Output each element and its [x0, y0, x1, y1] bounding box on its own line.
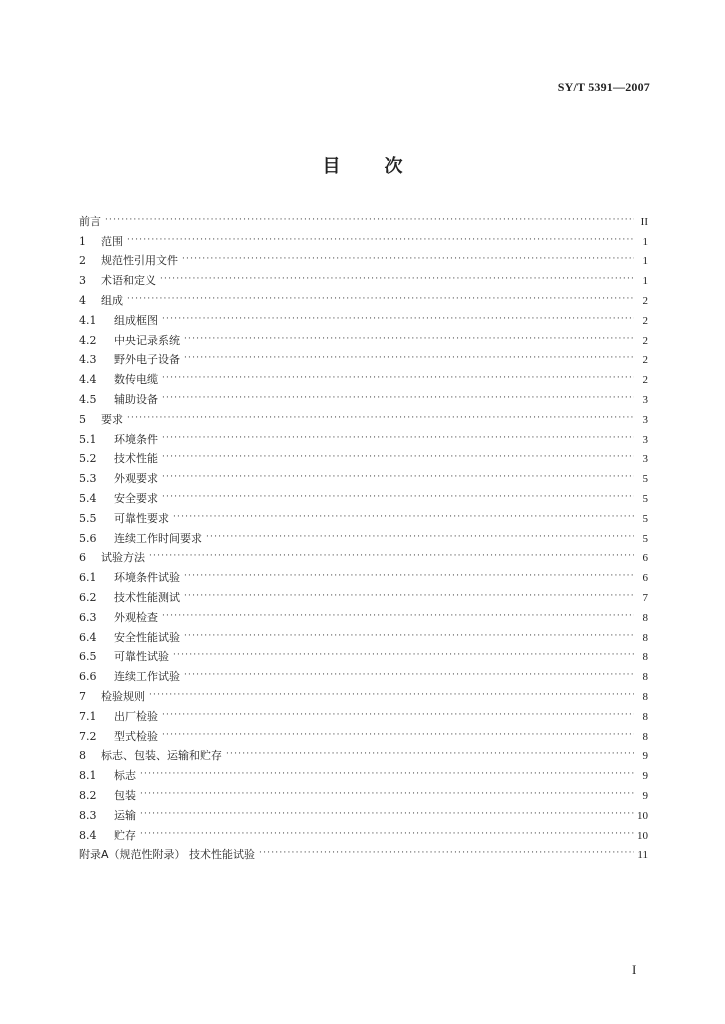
toc-entry[interactable]: [79, 288, 648, 308]
toc-entry-number: 4: [79, 293, 86, 307]
standard-code: SY/T 5391—2007: [557, 80, 650, 94]
toc-dot-leader: [162, 391, 634, 405]
toc-entry-number: 8.4: [79, 828, 97, 842]
toc-dot-leader: [184, 589, 634, 603]
toc-dot-leader: [149, 549, 634, 563]
toc-entry-title: 可靠性试验: [114, 650, 169, 664]
toc-entry[interactable]: [79, 605, 648, 625]
toc-entry-number: 4.2: [79, 333, 97, 347]
toc-entry[interactable]: [79, 684, 648, 704]
toc-entry-number: 6.5: [79, 650, 97, 664]
toc-entry-number: 4.3: [79, 353, 97, 367]
toc-dot-leader: [162, 609, 634, 623]
toc-entry-page: 8: [642, 611, 648, 624]
toc-entry-page: 2: [642, 354, 648, 367]
toc-entry[interactable]: [79, 585, 648, 605]
toc-entry-title: 连续工作试验: [114, 670, 180, 684]
toc-dot-leader: [182, 252, 634, 266]
toc-entry-title: 安全要求: [114, 491, 158, 505]
toc-dot-leader: [140, 787, 634, 801]
toc-entry[interactable]: [79, 526, 648, 546]
toc-entry-page: 2: [642, 374, 648, 387]
toc-entry-number: 4.1: [79, 313, 97, 327]
toc-entry-title: 型式检验: [114, 729, 158, 743]
toc-entry-title: 试验方法: [101, 551, 145, 565]
toc-entry-number: 5.4: [79, 491, 97, 505]
toc-dot-leader: [173, 648, 634, 662]
toc-dot-leader: [162, 490, 634, 504]
toc-entry[interactable]: [79, 348, 648, 368]
toc-dot-leader: [140, 827, 634, 841]
toc-entry-number: 7.1: [79, 709, 97, 723]
toc-entry[interactable]: [79, 466, 648, 486]
toc-entry-title: 野外电子设备: [114, 353, 180, 367]
toc-entry-page: 2: [642, 334, 648, 347]
toc-dot-leader: [226, 747, 634, 761]
toc-dot-leader: [160, 272, 634, 286]
toc-entry-page: 2: [642, 314, 648, 327]
toc-entry[interactable]: [79, 209, 648, 229]
toc-entry-title: 标志、包装、运输和贮存: [101, 749, 222, 763]
toc-entry-number: 5.1: [79, 432, 97, 446]
toc-entry[interactable]: [79, 843, 648, 863]
toc-entry-title: 运输: [114, 808, 136, 822]
toc-dot-leader: [140, 807, 634, 821]
toc-entry[interactable]: [79, 546, 648, 566]
toc-entry[interactable]: [79, 783, 648, 803]
toc-entry-page: 3: [642, 433, 648, 446]
toc-entry-title: 外观检查: [114, 610, 158, 624]
toc-entry-title: 出厂检验: [114, 709, 158, 723]
toc-dot-leader: [173, 510, 634, 524]
toc-entry-number: 5.3: [79, 472, 97, 486]
page-number: I: [632, 962, 637, 977]
toc-entry-number: 2: [79, 254, 86, 268]
toc-entry[interactable]: [79, 803, 648, 823]
toc-entry-page: 9: [642, 750, 648, 763]
toc-dot-leader: [127, 233, 634, 247]
toc-entry-page: 10: [637, 829, 648, 842]
toc-entry[interactable]: [79, 823, 648, 843]
toc-entry-title: 环境条件: [114, 432, 158, 446]
toc-entry-page: 8: [642, 690, 648, 703]
toc-dot-leader: [162, 371, 634, 385]
toc-entry[interactable]: [79, 367, 648, 387]
toc-entry-title: 环境条件试验: [114, 571, 180, 585]
toc-entry[interactable]: [79, 506, 648, 526]
toc-entry[interactable]: [79, 427, 648, 447]
toc-entry-page: 10: [637, 809, 648, 822]
toc-entry-number: 3: [79, 274, 86, 288]
toc-entry-number: 4.4: [79, 373, 97, 387]
toc-entry-title: 可靠性要求: [114, 511, 169, 525]
toc-entry-page: 5: [642, 492, 648, 505]
toc-entry-page: 1: [642, 255, 648, 268]
toc-entry[interactable]: [79, 387, 648, 407]
toc-entry-number: 6.1: [79, 571, 97, 585]
toc-entry-page: 3: [642, 413, 648, 426]
toc-entry-number: 8.1: [79, 769, 97, 783]
toc-entry-title: 标志: [114, 769, 136, 783]
toc-entry[interactable]: [79, 565, 648, 585]
toc-entry-page: II: [640, 215, 648, 228]
toc-entry-page: 3: [642, 453, 648, 466]
toc-entry[interactable]: [79, 763, 648, 783]
toc-entry-title: 技术性能: [114, 452, 158, 466]
toc-entry-title: 辅助设备: [114, 392, 158, 406]
toc-dot-leader: [127, 292, 634, 306]
toc-entry[interactable]: [79, 645, 648, 665]
toc-entry-title: 组成: [101, 293, 123, 307]
toc-entry-page: 8: [642, 730, 648, 743]
toc-dot-leader: [184, 332, 634, 346]
toc-entry-page: 8: [642, 631, 648, 644]
toc-dot-leader: [184, 569, 634, 583]
toc-entry-number: 8: [79, 749, 86, 763]
toc-entry-page: 1: [642, 275, 648, 288]
toc-dot-leader: [162, 708, 634, 722]
toc-entry-number: 6: [79, 551, 86, 565]
toc-entry-number: 8.2: [79, 788, 97, 802]
toc-entry-title: 规范性引用文件: [101, 254, 178, 268]
toc-entry[interactable]: [79, 249, 648, 269]
toc-entry[interactable]: [79, 724, 648, 744]
toc-entry[interactable]: [79, 447, 648, 467]
toc-dot-leader: [149, 688, 634, 702]
toc-entry-page: 1: [642, 235, 648, 248]
toc-dot-leader: [162, 431, 634, 445]
toc-entry-number: 6.3: [79, 610, 97, 624]
toc-dot-leader: [127, 411, 634, 425]
toc-entry-number: 5.6: [79, 531, 97, 545]
toc-dot-leader: [140, 767, 634, 781]
toc-entry[interactable]: [79, 486, 648, 506]
toc-entry-title: 贮存: [114, 828, 136, 842]
toc-entry[interactable]: [79, 268, 648, 288]
toc-entry-page: 6: [642, 552, 648, 565]
toc-entry-title: 安全性能试验: [114, 630, 180, 644]
toc-entry-title: 数传电缆: [114, 373, 158, 387]
toc-entry-number: 6.6: [79, 670, 97, 684]
toc-dot-leader: [105, 213, 634, 227]
toc-entry[interactable]: [79, 407, 648, 427]
toc-entry-title: 中央记录系统: [114, 333, 180, 347]
toc-entry-number: 1: [79, 234, 86, 248]
toc-entry-number: 4.5: [79, 392, 97, 406]
toc-entry-page: 5: [642, 512, 648, 525]
toc-entry[interactable]: [79, 625, 648, 645]
toc-entry-title: 附录A（规范性附录） 技术性能试验: [79, 848, 256, 862]
toc-entry-number: 6.4: [79, 630, 97, 644]
toc-entry-page: 7: [642, 591, 648, 604]
toc-entry-title: 连续工作时间要求: [114, 531, 202, 545]
toc-entry[interactable]: [79, 704, 648, 724]
toc-entry[interactable]: [79, 308, 648, 328]
toc-entry-title: 外观要求: [114, 472, 158, 486]
toc-entry-number: 8.3: [79, 808, 97, 822]
toc-entry-number: 5.5: [79, 511, 97, 525]
toc-entry-page: 11: [637, 849, 648, 862]
toc-entry-page: 3: [642, 393, 648, 406]
toc-entry-title: 包装: [114, 788, 136, 802]
toc-entry-page: 9: [642, 770, 648, 783]
toc-dot-leader: [162, 728, 634, 742]
toc-entry-title: 术语和定义: [101, 274, 156, 288]
toc-entry-number: 7: [79, 689, 86, 703]
toc-entry-title: 检验规则: [101, 689, 145, 703]
toc-entry-number: 7.2: [79, 729, 97, 743]
table-of-contents: [79, 209, 648, 862]
toc-dot-leader: [206, 530, 634, 544]
toc-entry[interactable]: [79, 328, 648, 348]
toc-dot-leader: [162, 312, 634, 326]
toc-entry-page: 6: [642, 572, 648, 585]
toc-entry-number: 6.2: [79, 590, 97, 604]
toc-entry-page: 2: [642, 294, 648, 307]
toc-entry-page: 5: [642, 473, 648, 486]
toc-entry-page: 8: [642, 671, 648, 684]
toc-entry-title: 范围: [101, 234, 123, 248]
title-char-2: 次: [384, 156, 403, 177]
toc-entry-title: 要求: [101, 412, 123, 426]
toc-entry[interactable]: [79, 664, 648, 684]
toc-dot-leader: [259, 846, 634, 860]
toc-entry-page: 5: [642, 532, 648, 545]
toc-dot-leader: [162, 470, 634, 484]
toc-entry[interactable]: [79, 229, 648, 249]
toc-dot-leader: [184, 629, 634, 643]
toc-entry-title: 组成框图: [114, 313, 158, 327]
toc-entry-number: 5.2: [79, 452, 97, 466]
toc-entry[interactable]: [79, 744, 648, 764]
toc-dot-leader: [184, 668, 634, 682]
toc-entry-title: 前言: [79, 214, 101, 228]
title-char-1: 目: [322, 156, 341, 177]
toc-entry-page: 8: [642, 710, 648, 723]
page-title: [0, 152, 725, 178]
toc-dot-leader: [184, 351, 634, 365]
toc-entry-number: 5: [79, 412, 86, 426]
toc-entry-page: 9: [642, 789, 648, 802]
toc-entry-page: 8: [642, 651, 648, 664]
toc-entry-title: 技术性能测试: [114, 590, 180, 604]
toc-dot-leader: [162, 450, 634, 464]
